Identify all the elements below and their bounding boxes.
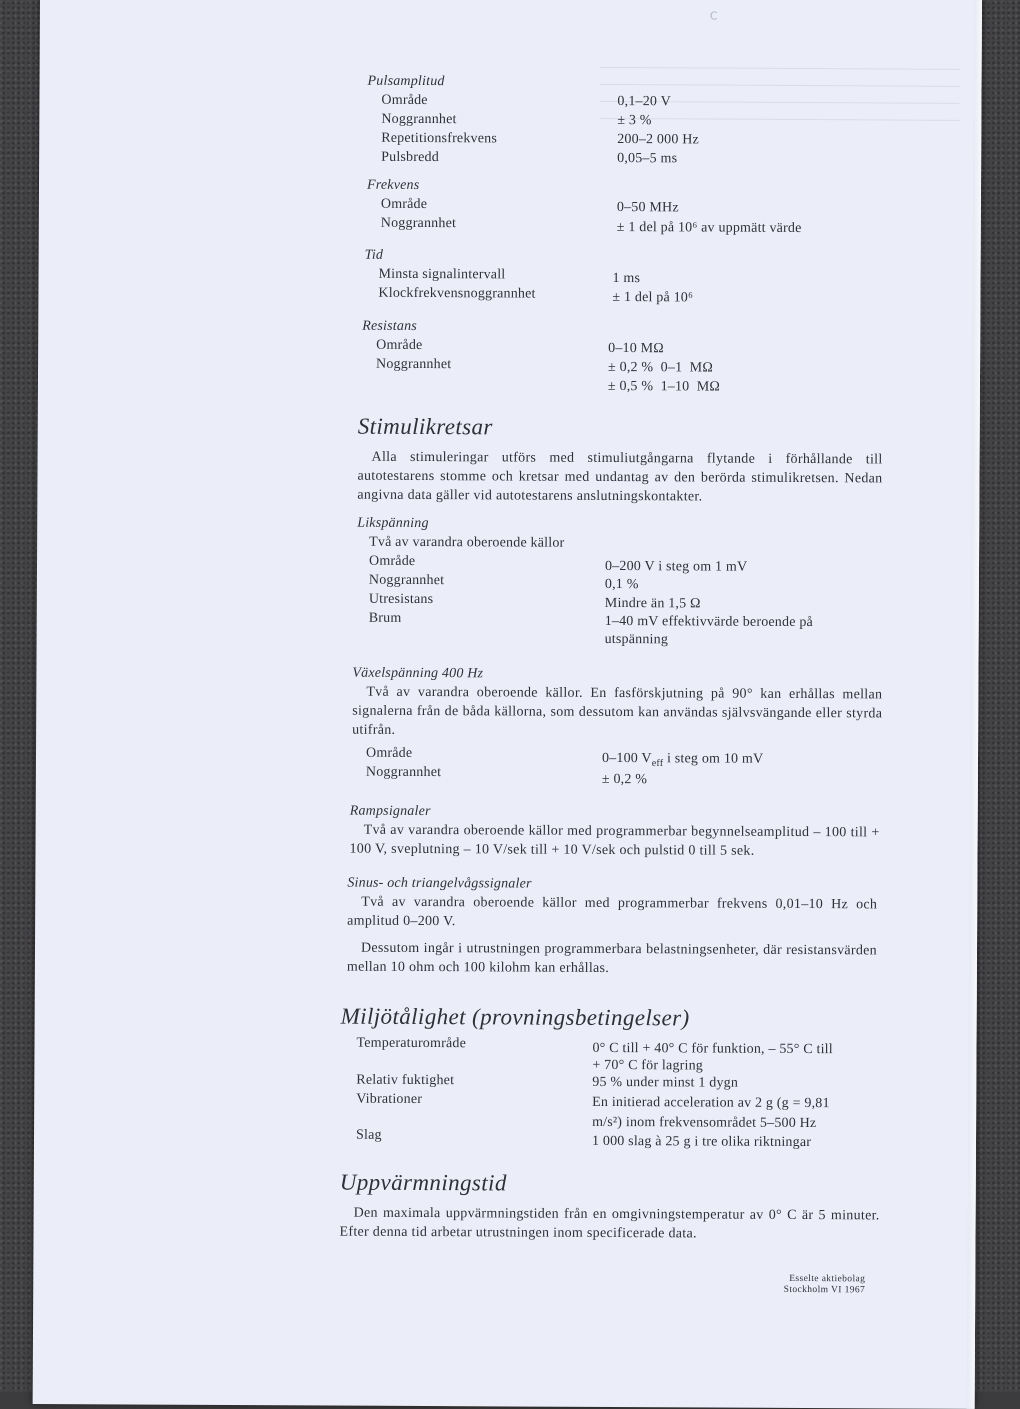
spec-label: Noggrannhet [380,215,457,232]
spec-label: Utresistans [368,591,434,608]
section-miljotalighet [356,1034,897,1151]
section-sinus [347,874,878,980]
colophon [733,1274,865,1297]
spec-value: m/s²) inom frekvensområdet 5–500 Hz [592,1114,817,1132]
spec-label: Relativ fuktighet [356,1072,455,1089]
spec-value: utspänning [604,631,669,648]
spec-value: + 70° C för lagring [592,1057,704,1074]
spec-label: Repetitionsfrekvens [381,130,498,147]
spec-value: ± 1 del på 10⁶ [612,290,694,306]
sinus-heading: Sinus- och triangelvågssignaler [347,875,532,892]
pencil-mark: C [709,9,718,23]
spec-label: Temperaturområde [356,1035,467,1052]
vaxelspanning-heading: Växelspänning 400 Hz [352,665,484,682]
spec-value: ± 0,2 % 0–1 MΩ [608,359,713,376]
value-main: 0–100 V [601,750,652,767]
spec-row [381,148,887,170]
spec-value: 1 000 slag à 25 g i tre olika riktningar [591,1133,812,1151]
spec-label: Minsta signalintervall [378,266,506,283]
spec-label: Område [381,92,428,109]
spec-value: 1 ms [612,271,641,287]
document-page [33,0,982,1409]
frekvens-heading: Frekvens [366,177,420,193]
spec-value: 95 % under minst 1 dygn [592,1074,739,1091]
spec-value: ± 0,2 % [601,771,648,788]
uppvarmningstid-title: Uppvärmningstid [339,1169,507,1196]
spec-row [376,374,922,396]
spec-value: ± 3 % [617,113,652,129]
spec-value: ± 1 del på 10⁶ av uppmätt värde [616,220,802,236]
spec-value: En initierad acceleration av 2 g (g = 9,81 [592,1094,830,1112]
pulsamplitud-heading: Pulsamplitud [367,73,445,90]
spec-label: Område [365,745,413,761]
spec-value: 0–10 MΩ [608,340,664,357]
spec-value: 200–2 000 Hz [617,132,700,148]
stimulikretsar-title: Stimulikretsar [357,413,493,440]
sinus-text-2: Dessutom ingår i utrustningen programmerbara belastningsenheter, där resistansvärden mellan 10 ohm och 100 kilohm kan erhållas. [346,940,878,976]
spec-label: Område [380,196,428,213]
section-pulsamplitud [367,72,887,170]
spec-label: Område [376,337,423,354]
spec-label: Pulsbredd [381,149,440,166]
spec-value: 0,1–20 V [617,94,671,110]
section-frekvens [367,176,927,236]
stimulikretsar-intro: Alla stimuleringar utförs med stimuliutgångarna flytande i förhållande till autotestarens stomme och kretsar med undantag av den berörda stimulikretsen. Nedan angivna data gäller vid autotestarens anslutningskontakter. [357,449,883,505]
sinus-text: Två av varandra oberoende källor med programmerbar frekvens 0,01–10 Hz och amplitud 0–200 V. [347,894,878,930]
spec-label: Noggrannhet [381,111,457,128]
spec-label: Brum [368,610,402,626]
colophon-publisher: Esselte aktiebolag [789,1273,866,1285]
miljotalighet-title: Miljötålighet (provningsbetingelser) [340,1003,690,1031]
spec-row [378,284,924,306]
spec-row [381,214,927,236]
spec-label: Klockfrekvensnoggrannhet [378,285,536,302]
value-rest: i steg om 10 mV [663,751,764,767]
section-likspanning [357,514,918,650]
spec-value: 0,05–5 ms [617,151,678,167]
spec-value: 0° C till + 40° C för funktion, – 55° C till [592,1040,833,1058]
colophon-place-date: Stockholm VI 1967 [783,1284,866,1296]
spec-label: Vibrationer [356,1091,423,1108]
tid-heading: Tid [364,247,384,263]
spec-value: 0,1 % [604,576,639,593]
resistans-heading: Resistans [362,318,418,334]
spec-value: Mindre än 1,5 Ω [604,595,701,612]
spec-value: 0–50 MHz [616,200,679,216]
section-vaxelspanning [352,664,883,788]
spec-value: 0–200 V i steg om 1 mV [604,558,748,575]
section-rampsignaler [349,802,879,862]
uppvarmningstid-text: Den maximala uppvärmningstiden från en omgivningstemperatur av 0° C är 5 minuter. Efter denna tid arbetar utrustningen inom specificerade data. [339,1205,880,1242]
spec-label: Slag [355,1127,382,1143]
spec-row [356,1129,896,1151]
likspanning-subtitle: Två av varandra oberoende källor [369,534,565,551]
rampsignaler-heading: Rampsignaler [349,803,431,820]
value-subscript: eff [651,758,664,770]
rampsignaler-text: Två av varandra oberoende källor med programmerbar begynnelseamplitud – 100 till + 100 V, sveplutning – 10 V/sek till + 10 V/sek och pulstid 0 till 5 sek. [349,822,880,859]
section-tid [364,246,924,306]
spec-row [365,763,882,788]
spec-label: Noggrannhet [376,356,452,373]
spec-row [369,628,917,650]
spec-label: Noggrannhet [368,572,445,589]
spec-value: 1–40 mV effektivvärde beroende på [604,613,813,631]
section-resistans [362,317,922,396]
vaxelspanning-text: Två av varandra oberoende källor. En fasförskjutning på 90° kan erhållas mellan signalerna från de båda källorna, som dessutom kan användas självsvängande eller styrda utifrån. [352,684,883,738]
likspanning-heading: Likspänning [357,515,429,532]
spec-value: ± 0,5 % 1–10 MΩ [607,378,721,395]
spec-label: Område [368,553,416,569]
spec-label: Noggrannhet [365,764,442,781]
